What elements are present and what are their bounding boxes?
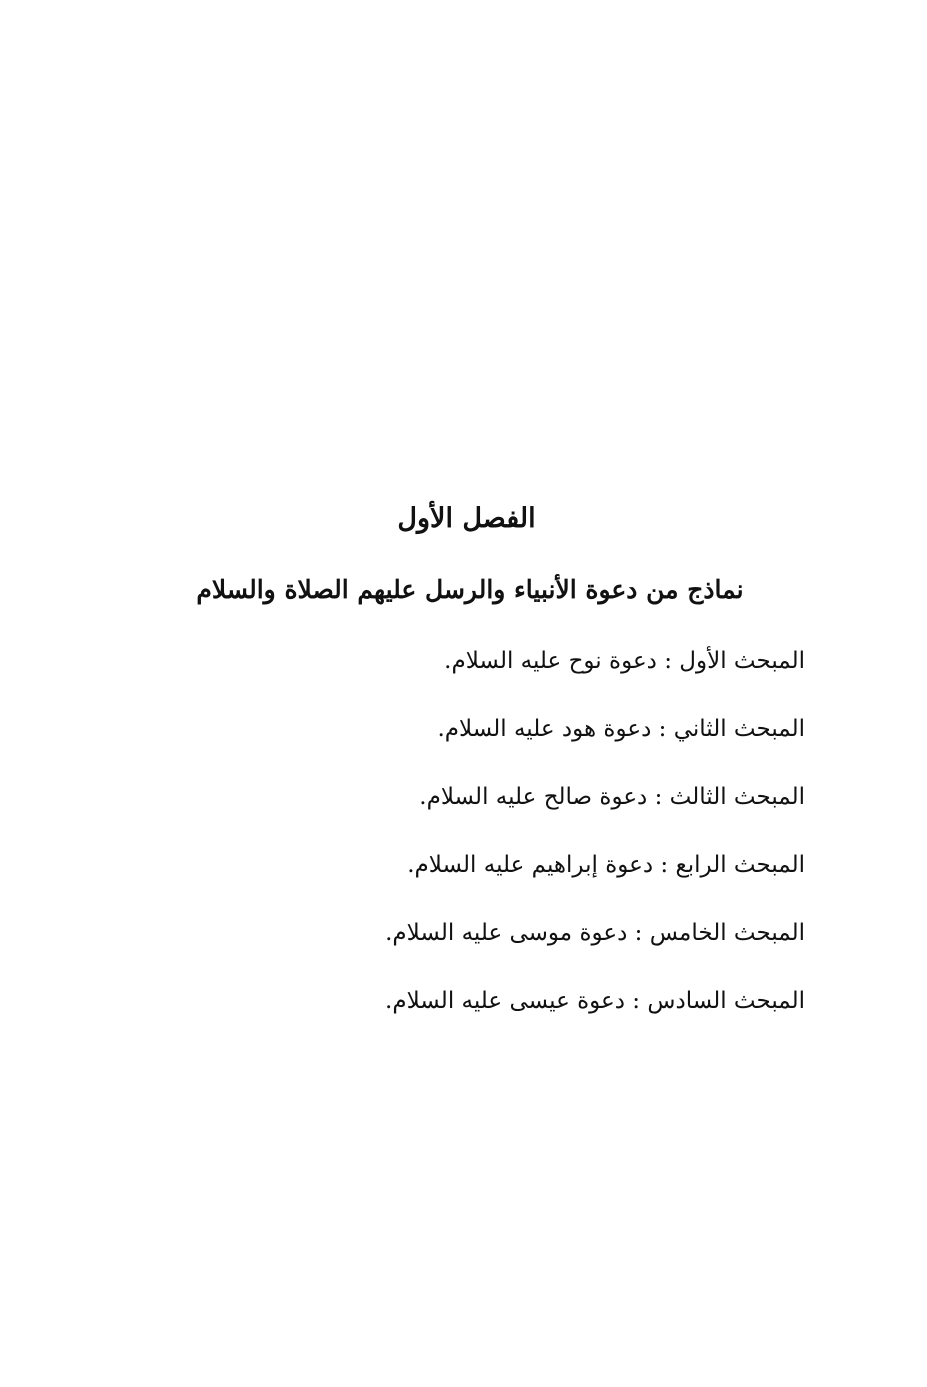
section-item-1 xyxy=(385,636,805,704)
section-separator: : xyxy=(627,920,650,946)
section-item-3 xyxy=(385,772,805,840)
section-label: المبحث الثالث xyxy=(669,784,805,810)
section-text: دعوة هود عليه السلام. xyxy=(437,716,652,742)
section-separator: : xyxy=(653,852,676,878)
section-item-2 xyxy=(385,704,805,772)
section-text: دعوة موسى عليه السلام. xyxy=(385,920,628,946)
section-label: المبحث السادس xyxy=(647,988,805,1014)
section-label: المبحث الرابع xyxy=(675,852,805,878)
section-text: دعوة إبراهيم عليه السلام. xyxy=(407,852,654,878)
section-separator: : xyxy=(647,784,670,810)
section-item-5 xyxy=(385,908,805,976)
section-label: المبحث الثاني xyxy=(673,716,805,742)
chapter-subtitle: نماذج من دعوة الأنبياء والرسل عليهم الصلاة والسلام xyxy=(196,575,744,604)
section-item-4 xyxy=(385,840,805,908)
section-label: المبحث الخامس xyxy=(649,920,805,946)
section-text: دعوة صالح عليه السلام. xyxy=(419,784,648,810)
section-text: دعوة نوح عليه السلام. xyxy=(444,648,657,674)
section-label: المبحث الأول xyxy=(679,648,805,674)
section-separator: : xyxy=(656,648,680,674)
section-separator: : xyxy=(625,988,648,1014)
sections-list xyxy=(385,636,805,1044)
section-item-6 xyxy=(385,976,805,1044)
chapter-title: الفصل الأول xyxy=(397,503,536,534)
section-text: دعوة عيسى عليه السلام. xyxy=(385,988,625,1014)
section-separator: : xyxy=(651,716,674,742)
